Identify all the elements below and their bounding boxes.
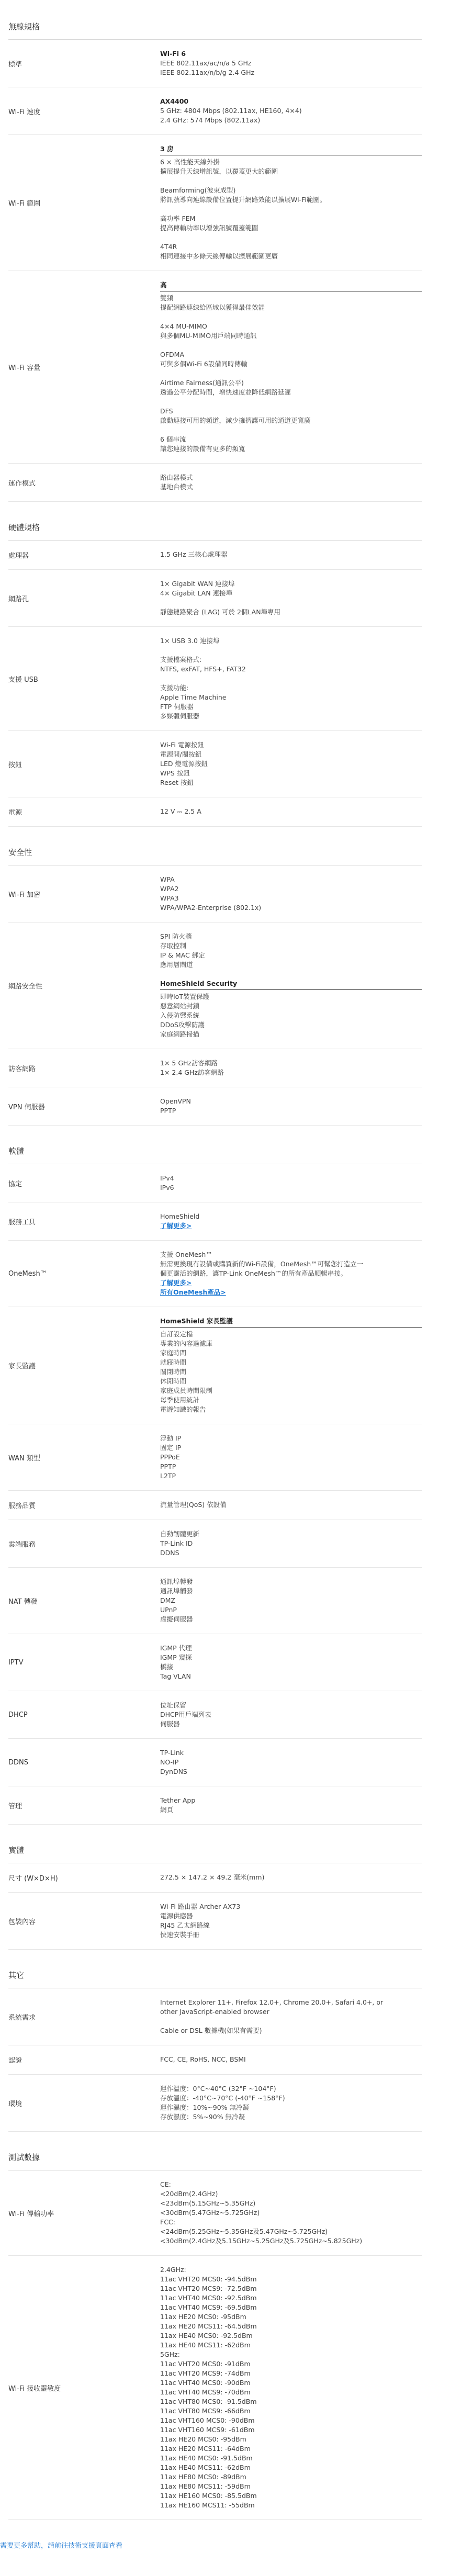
spec-value [160, 1701, 422, 1729]
spec-line: IGMP 窺探 [160, 1653, 192, 1661]
spec-line: 網頁 [160, 1806, 174, 1814]
spec-line: 靜態鏈路聚合 (LAG) 可於 2個LAN埠專用 [160, 608, 281, 616]
spec-value [160, 1434, 422, 1481]
spec-line: PPTP [160, 1463, 176, 1470]
spec-row [8, 271, 422, 464]
spec-line: 11ac VHT40 MCS9: -70dBm [160, 2388, 251, 2396]
spec-line: 無需更換現有設備或購買新的Wi-Fi設備，OneMesh™可幫您打造立一 [160, 1260, 364, 1268]
spec-line: 將訊號導向連線設備位置提升網路效能以擴展Wi-Fi範圍。 [160, 196, 327, 204]
spec-line: Wi-Fi 電源按鈕 [160, 741, 204, 749]
spec-row [8, 1241, 422, 1307]
spec-line: 存取控制 [160, 942, 187, 950]
spec-line: 與多個MU-MIMO用戶端同時通訊 [160, 332, 257, 340]
spec-value [160, 144, 422, 261]
spec-row [8, 87, 422, 135]
spacer [160, 674, 422, 683]
spec-line: 11ac VHT20 MCS9: -74dBm [160, 2369, 251, 2377]
spec-line: 快速安裝手冊 [160, 1931, 200, 1939]
spec-line: PPTP [160, 1107, 176, 1115]
spec-line: 惡意網站封鎖 [160, 1002, 200, 1010]
spec-value [160, 2055, 422, 2065]
spec-section [8, 1145, 422, 1825]
spec-row [8, 1988, 422, 2045]
spec-value [160, 1250, 422, 1297]
spec-label: NAT 轉發 [8, 1598, 38, 1606]
spec-line: 2.4GHz: [160, 2266, 186, 2274]
spec-label: DHCP [8, 1711, 28, 1719]
spec-label: 包裝內容 [8, 1918, 36, 1926]
spec-value [160, 1529, 422, 1558]
spec-line: 6 × 高性能天線外掛 [160, 158, 220, 166]
spec-line: IEEE 802.11ax/n/b/g 2.4 GHz [160, 69, 255, 76]
spec-row [8, 40, 422, 87]
spec-line: 運作濕度：10%~90% 無冷凝 [160, 2103, 250, 2111]
spec-row [8, 923, 422, 1049]
spec-label: 認證 [8, 2057, 22, 2065]
spec-line: 自動韌體更新 [160, 1530, 200, 1538]
spec-row [8, 1491, 422, 1520]
spec-value [160, 1577, 422, 1624]
spec-line: 自訂設定檔 [160, 1330, 193, 1338]
spec-line: 通訊埠轉發 [160, 1578, 193, 1585]
spec-label: Wi-Fi 傳輸功率 [8, 2210, 54, 2218]
spec-line: IGMP 代理 [160, 1644, 192, 1652]
spec-row [8, 2256, 422, 2520]
spec-value [160, 473, 422, 492]
spec-line: IEEE 802.11ax/ac/n/a 5 GHz [160, 59, 252, 67]
spec-value [160, 1902, 422, 1940]
spec-value [160, 740, 422, 788]
spec-line: Wi-Fi 6 [160, 50, 186, 58]
spec-line: 路由器模式 [160, 474, 193, 481]
spec-line: HomeShield [160, 1212, 200, 1220]
spec-row [8, 865, 422, 923]
spec-label: 協定 [8, 1180, 22, 1188]
spec-line: 擴展提升天線增訊號，以覆蓋更大的範圍 [160, 167, 278, 175]
spec-row [8, 1893, 422, 1950]
spec-line: Cable or DSL 數據機(如果有需要) [160, 2027, 262, 2034]
spec-line: 運作溫度：0°C~40°C (32°F ~104°F) [160, 2085, 276, 2093]
spec-line: DDNS [160, 1549, 179, 1557]
spec-line: 3 房 [160, 144, 422, 155]
spacer [160, 233, 422, 242]
spec-line: 關閉時間 [160, 1368, 187, 1376]
spec-line: 伺服器 [160, 1720, 180, 1728]
spec-line: 11ac VHT40 MCS9: -69.5dBm [160, 2303, 257, 2311]
spec-value [160, 636, 422, 721]
spec-label: 服務工具 [8, 1218, 36, 1227]
spec-section [8, 21, 422, 502]
spec-row [8, 2170, 422, 2256]
spec-line: 11ax HE40 MCS0: -91.5dBm [160, 2454, 253, 2462]
spec-line: 家庭網路掃描 [160, 1030, 200, 1038]
spec-line: 11ac VHT40 MCS0: -90dBm [160, 2379, 251, 2387]
spacer [160, 312, 422, 322]
spec-label: 訪客網路 [8, 1065, 36, 1073]
spec-line: HomeShield 家長監護 [160, 1317, 422, 1328]
spec-line: 11ac VHT80 MCS9: -66dBm [160, 2407, 251, 2415]
spacer [160, 176, 422, 186]
spec-page [8, 0, 422, 2520]
spec-line: 4× Gigabit LAN 連接埠 [160, 589, 233, 597]
spec-row [8, 627, 422, 731]
spec-line: WPA3 [160, 894, 179, 902]
spec-line: <20dBm(2.4GHz) [160, 2190, 218, 2198]
spec-line: 272.5 × 147.2 × 49.2 毫米(mm) [160, 1873, 265, 1881]
spec-label: 系統需求 [8, 2013, 36, 2022]
spec-label: 網路孔 [8, 595, 29, 603]
spec-line: 11ac VHT20 MCS9: -72.5dBm [160, 2285, 257, 2292]
spec-line: 支援功能: [160, 684, 189, 692]
spec-row [8, 541, 422, 570]
spec-line: PPPoE [160, 1453, 180, 1461]
spec-value [160, 1500, 422, 1510]
spec-value [160, 1059, 422, 1077]
spec-line: DDoS攻擊防護 [160, 1021, 205, 1029]
spec-line: 電遊知識的報告 [160, 1405, 206, 1413]
spec-row [8, 797, 422, 827]
spec-line: other JavaScript-enabled browser [160, 2008, 269, 2016]
spec-value [160, 1748, 422, 1776]
spec-value [160, 1097, 422, 1116]
spec-line: NO-IP [160, 1758, 179, 1766]
spec-line: 11ax HE20 MCS0: -95dBm [160, 2313, 246, 2321]
spec-line: 可與多個Wi-Fi 6設備同時傳輸 [160, 360, 248, 368]
spec-line: Beamforming(波束成型) [160, 186, 236, 194]
spec-value [160, 1796, 422, 1815]
spec-value [160, 280, 422, 454]
spec-line: 1× Gigabit WAN 連接埠 [160, 580, 235, 588]
spec-line: DFS [160, 407, 173, 415]
spec-line: 提高傳輸功率以增強訊號覆蓋範圍 [160, 224, 258, 232]
spec-label: 服務品質 [8, 1502, 36, 1510]
spec-label: 管理 [8, 1802, 22, 1810]
spec-row [8, 1568, 422, 1634]
spec-row [8, 731, 422, 797]
spec-label: 雲端服務 [8, 1540, 36, 1549]
spec-line: 11ax HE40 MCS11: -62dBm [160, 2341, 251, 2349]
spec-line: 提配網路連線給區域以獲得最佳效能 [160, 303, 265, 311]
spec-line: 休閒時間 [160, 1377, 187, 1385]
spec-line: NTFS, exFAT, HFS+, FAT32 [160, 665, 246, 673]
spec-line: 透過公平分配時間，增快速度並降低網路延遲 [160, 388, 291, 396]
spec-line: 11ax HE80 MCS0: -89dBm [160, 2473, 246, 2481]
spec-row [8, 1786, 422, 1825]
spec-label: 按鈕 [8, 761, 22, 769]
spec-line: OpenVPN [160, 1097, 191, 1105]
spec-label: VPN 伺服器 [8, 1103, 45, 1111]
section-title: 安全性 [8, 847, 422, 865]
spec-line: 11ac VHT20 MCS0: -91dBm [160, 2360, 251, 2368]
spec-line: 1.5 GHz 三核心處理器 [160, 550, 228, 558]
spec-line: 支援檔案格式: [160, 656, 202, 663]
spec-label: DDNS [8, 1758, 28, 1767]
spec-line: 11ax HE20 MCS0: -95dBm [160, 2435, 246, 2443]
spec-line: 4T4R [160, 243, 177, 251]
spec-label: 運作模式 [8, 479, 36, 488]
spec-line: TP-Link [160, 1749, 184, 1757]
spec-row [8, 1424, 422, 1491]
spec-label: Wi-Fi 容量 [8, 364, 41, 372]
spec-line: 11ac VHT20 MCS0: -94.5dBm [160, 2275, 257, 2283]
spec-line: WPA/WPA2-Enterprise (802.1x) [160, 904, 262, 912]
spec-line: IPv6 [160, 1184, 174, 1191]
section-title: 其它 [8, 1970, 422, 1988]
spec-line: OFDMA [160, 351, 184, 358]
spec-label: Wi-Fi 範圍 [8, 200, 41, 208]
spec-line: HomeShield Security [160, 979, 422, 990]
spec-line: 高功率 FEM [160, 215, 196, 222]
spec-line: 多媒體伺服器 [160, 712, 200, 720]
section-title: 無線規格 [8, 21, 422, 40]
spacer [160, 369, 422, 378]
spec-line: TP-Link ID [160, 1539, 193, 1547]
spec-line: 11ax HE40 MCS11: -62dBm [160, 2463, 251, 2471]
spec-row [8, 1087, 422, 1126]
spec-line: Wi-Fi 路由器 Archer AX73 [160, 1903, 241, 1910]
spec-line: <30dBm(2.4GHz及5.15GHz~5.25GHz及5.725GHz~5.825GHz) [160, 2237, 363, 2245]
spec-line: UPnP [160, 1606, 177, 1614]
spec-line: 位址保留 [160, 1701, 187, 1709]
spec-line: 11ac VHT40 MCS0: -92.5dBm [160, 2294, 257, 2302]
spacer [160, 397, 422, 407]
spec-value [160, 550, 422, 560]
spec-line: 存放濕度：5%~90% 無冷凝 [160, 2113, 245, 2121]
spec-line: 入侵防禦系統 [160, 1011, 200, 1019]
spec-value [160, 49, 422, 77]
spacer [160, 598, 422, 608]
spec-line: IPv4 [160, 1174, 174, 1182]
spec-label: 標準 [8, 60, 22, 69]
spec-line: 11ax HE40 MCS0: -92.5dBm [160, 2332, 253, 2339]
spec-label: 家長監護 [8, 1363, 36, 1370]
spec-line: Internet Explorer 11+, Firefox 12.0+, Chrome 20.0+, Safari 4.0+, or [160, 1998, 384, 2006]
spec-value [160, 1873, 422, 1883]
spacer [160, 341, 422, 350]
spec-section [8, 847, 422, 1126]
spec-row [8, 1863, 422, 1893]
spec-value [160, 875, 422, 913]
spec-line: LED 燈電源按鈕 [160, 760, 208, 768]
spec-line: FCC, CE, RoHS, NCC, BSMI [160, 2055, 246, 2063]
spec-label: Wi-Fi 加密 [8, 891, 41, 899]
spec-line: IP & MAC 綁定 [160, 951, 205, 959]
spec-line: Apple Time Machine [160, 693, 227, 701]
spec-line: L2TP [160, 1472, 176, 1480]
spec-row [8, 1049, 422, 1087]
spec-value [160, 1998, 422, 2035]
spec-line: 2.4 GHz: 574 Mbps (802.11ax) [160, 116, 261, 124]
spec-value [160, 1317, 422, 1414]
spec-value [160, 2180, 422, 2246]
spec-label: IPTV [8, 1658, 24, 1667]
spec-label: 環境 [8, 2100, 22, 2108]
spec-label: Wi-Fi 接收靈敏度 [8, 2384, 61, 2393]
spec-line: Reset 按鈕 [160, 779, 194, 786]
spec-line: CE: [160, 2180, 171, 2188]
spec-line: 讓您連接的設備有更多的頻寬 [160, 445, 245, 453]
spec-line: 流量管理(QoS) 依設備 [160, 1501, 227, 1509]
section-title: 硬體規格 [8, 522, 422, 541]
spec-row [8, 1307, 422, 1424]
spec-value [160, 2265, 422, 2510]
spec-line: AX4400 [160, 97, 189, 105]
spec-line: 電源開/關按鈕 [160, 750, 202, 758]
spec-label: 支援 USB [8, 676, 38, 684]
spec-line: Airtime Fairness(通訊公平) [160, 379, 244, 387]
spec-line: 5 GHz: 4804 Mbps (802.11ax, HE160, 4×4) [160, 107, 302, 115]
spacer [160, 970, 422, 979]
spec-value [160, 807, 422, 817]
spec-line: RJ45 乙太網路線 [160, 1921, 210, 1929]
spec-line: 專業的內容過濾庫 [160, 1340, 213, 1347]
spec-value [160, 97, 422, 125]
spec-label: 電源 [8, 809, 22, 817]
spec-line: 雙頻 [160, 294, 174, 302]
spec-line: 啟動連接可用的頻道，減少擁擠讓可用的通道更寬廣 [160, 417, 311, 424]
spec-line: 相同連接中多條天線傳輸以擴展範圍更廣 [160, 252, 278, 260]
section-title: 測試數據 [8, 2152, 422, 2170]
spec-line: 5GHz: [160, 2350, 180, 2358]
spacer [160, 205, 422, 214]
spec-row [8, 1202, 422, 1241]
spec-line: 11ax HE160 MCS11: -55dBm [160, 2501, 255, 2509]
spec-value [160, 579, 422, 617]
spec-line: 11ac VHT80 MCS0: -91.5dBm [160, 2398, 257, 2405]
spec-line: 應用層閘道 [160, 961, 193, 969]
spec-row [8, 1164, 422, 1202]
spec-line: 橋接 [160, 1663, 174, 1671]
spec-line: 1× 2.4 GHz訪客網路 [160, 1068, 224, 1076]
spec-section [8, 1970, 422, 2132]
spec-line: 11ac VHT160 MCS0: -90dBm [160, 2416, 255, 2424]
spec-value [160, 2084, 422, 2122]
spec-line: 11ac VHT160 MCS9: -61dBm [160, 2426, 255, 2434]
spec-line: 1× USB 3.0 連接埠 [160, 637, 220, 645]
spec-line: 通訊埠觸發 [160, 1587, 193, 1595]
spec-line: FCC: [160, 2218, 175, 2226]
spec-line: 4×4 MU-MIMO [160, 322, 207, 330]
spec-value [160, 1174, 422, 1193]
spec-line: 高 [160, 280, 422, 291]
spec-line: DynDNS [160, 1768, 187, 1775]
spec-label: Wi-Fi 速度 [8, 108, 41, 116]
spec-line: WPA [160, 875, 175, 883]
spec-line: 浮動 IP [160, 1434, 182, 1442]
spec-line: 家庭時間 [160, 1349, 187, 1357]
spec-line: 11ax HE80 MCS11: -59dBm [160, 2482, 251, 2490]
section-title: 軟體 [8, 1145, 422, 1164]
spec-line: WPS 按鈕 [160, 769, 190, 777]
spec-line: DMZ [160, 1596, 175, 1604]
spec-line: Tether App [160, 1796, 196, 1804]
spec-line: 固定 IP [160, 1444, 182, 1452]
learn-more-link[interactable]: 了解更多> [160, 1279, 192, 1287]
spec-line: 虛擬伺服器 [160, 1615, 193, 1623]
spec-line: <30dBm(5.47GHz~5.725GHz) [160, 2209, 260, 2217]
spec-line: FTP 伺服器 [160, 703, 194, 711]
spec-line: <23dBm(5.15GHz~5.35GHz) [160, 2199, 256, 2207]
spec-line: 即時IoT裝置保護 [160, 993, 209, 1000]
spec-value [160, 1212, 422, 1231]
spec-line: 個更靈活的網路，讓TP-Link OneMesh™的所有產品順暢串接。 [160, 1269, 347, 1277]
learn-more-link[interactable]: 所有OneMesh產品> [160, 1288, 226, 1296]
support-link[interactable]: 需要更多幫助，請前往技術支援頁面查看 [0, 2542, 123, 2550]
learn-more-link[interactable]: 了解更多> [160, 1222, 192, 1230]
spec-label: 網路安全性 [8, 983, 43, 991]
spec-line: 每季使用統計 [160, 1396, 200, 1404]
spec-row [8, 1634, 422, 1691]
spec-section [8, 522, 422, 827]
spec-row [8, 570, 422, 627]
spacer [160, 2017, 422, 2026]
spec-line: 12 V ⎓ 2.5 A [160, 807, 201, 815]
spec-row [8, 464, 422, 502]
spec-line: 存放溫度：-40°C~70°C (-40°F ~158°F) [160, 2094, 285, 2102]
spec-row [8, 1691, 422, 1739]
spacer [160, 646, 422, 655]
spec-label: 處理器 [8, 552, 29, 560]
spec-line: 家庭成員時間限制 [160, 1387, 213, 1394]
spec-line: 就寢時間 [160, 1358, 187, 1366]
spec-row [8, 1520, 422, 1568]
spec-line: <24dBm(5.25GHz~5.35GHz及5.47GHz~5.725GHz) [160, 2228, 328, 2235]
spec-line: Tag VLAN [160, 1672, 191, 1680]
spacer [160, 425, 422, 435]
spec-value [160, 1644, 422, 1681]
spec-row [8, 135, 422, 271]
spec-line: 支援 OneMesh™ [160, 1251, 212, 1258]
spec-row [8, 1739, 422, 1786]
spec-line: 電源供應器 [160, 1912, 193, 1920]
spec-value [160, 932, 422, 1039]
spec-line: 基地台模式 [160, 483, 193, 491]
spec-row [8, 2045, 422, 2075]
spec-line: 11ax HE20 MCS11: -64dBm [160, 2445, 251, 2453]
section-title: 實體 [8, 1844, 422, 1863]
spec-line: 6 個串流 [160, 435, 186, 443]
spec-line: DHCP用戶端列表 [160, 1711, 211, 1718]
spec-label: 尺寸 (W×D×H) [8, 1875, 58, 1883]
spec-section [8, 2152, 422, 2520]
spec-line: WPA2 [160, 885, 179, 893]
spec-line: 1× 5 GHz訪客網路 [160, 1059, 218, 1067]
spec-line: SPI 防火牆 [160, 932, 192, 940]
spec-line: 11ax HE20 MCS11: -64.5dBm [160, 2322, 257, 2330]
spec-line: 11ax HE160 MCS0: -85.5dBm [160, 2492, 257, 2500]
spec-row [8, 2075, 422, 2132]
spec-label: WAN 類型 [8, 1454, 40, 1463]
spec-label: OneMesh™ [8, 1269, 47, 1278]
spec-section [8, 1844, 422, 1950]
